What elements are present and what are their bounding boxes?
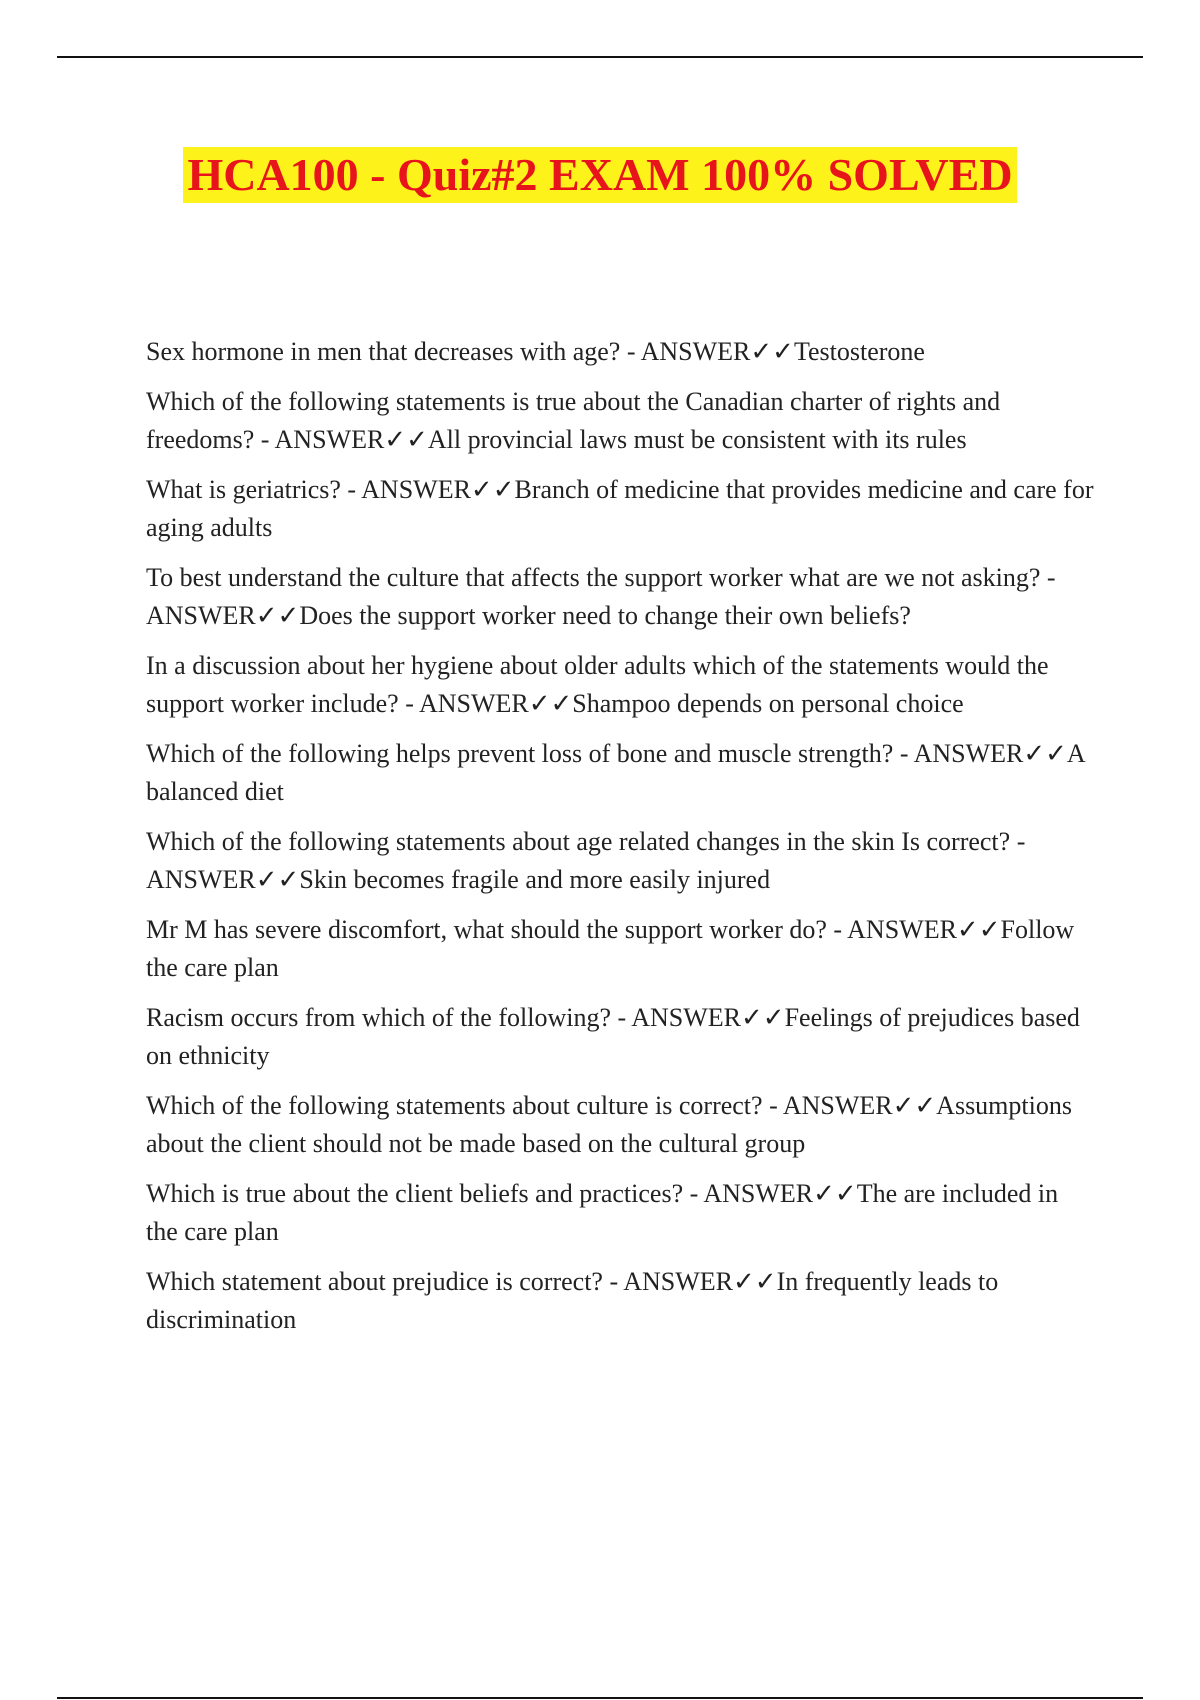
- question-text: What is geriatrics? -: [146, 475, 361, 504]
- qa-item: [146, 383, 1096, 459]
- answer-marker: ANSWER✓✓: [146, 865, 300, 894]
- question-text: Racism occurs from which of the following? -: [146, 1003, 631, 1032]
- qa-item: [146, 559, 1096, 635]
- question-text: Which of the following statements is true about the Canadian charter of rights and freedoms? -: [146, 387, 1000, 454]
- qa-item: [146, 333, 1096, 371]
- answer-text: Feelings of prejudices based on ethnicity: [146, 1003, 1080, 1070]
- answer-text: Follow the care plan: [146, 915, 1075, 982]
- qa-list: [146, 333, 1096, 1351]
- qa-item: [146, 1087, 1096, 1163]
- question-text: Which statement about prejudice is correct? -: [146, 1267, 623, 1296]
- answer-text: Shampoo depends on personal choice: [572, 689, 964, 718]
- qa-item: [146, 911, 1096, 987]
- answer-marker: ANSWER✓✓: [847, 915, 1001, 944]
- question-text: To best understand the culture that affects the support worker what are we not asking? -: [146, 563, 1056, 592]
- answer-text: Does the support worker need to change their own beliefs?: [299, 601, 911, 630]
- answer-text: A balanced diet: [146, 739, 1085, 806]
- answer-text: All provincial laws must be consistent with its rules: [427, 425, 967, 454]
- answer-text: The are included in the care plan: [146, 1179, 1059, 1246]
- question-text: Mr M has severe discomfort, what should the support worker do? -: [146, 915, 847, 944]
- qa-item: [146, 823, 1096, 899]
- question-text: In a discussion about her hygiene about older adults which of the statements would the support worker include? -: [146, 651, 1049, 718]
- qa-item: [146, 471, 1096, 547]
- answer-marker: ANSWER✓✓: [913, 739, 1067, 768]
- answer-text: Testosterone: [793, 337, 925, 366]
- answer-marker: ANSWER✓✓: [361, 475, 515, 504]
- question-text: Which of the following statements about age related changes in the skin Is correct? -: [146, 827, 1025, 856]
- question-text: Which is true about the client beliefs and practices? -: [146, 1179, 703, 1208]
- answer-marker: ANSWER✓✓: [274, 425, 428, 454]
- answer-marker: ANSWER✓✓: [640, 337, 794, 366]
- qa-item: [146, 999, 1096, 1075]
- top-rule: [57, 56, 1143, 58]
- answer-text: Skin becomes fragile and more easily injured: [299, 865, 771, 894]
- answer-text: Branch of medicine that provides medicine and care for aging adults: [146, 475, 1094, 542]
- answer-text: In frequently leads to discrimination: [146, 1267, 999, 1334]
- answer-text: Assumptions about the client should not be made based on the cultural group: [146, 1091, 1072, 1158]
- answer-marker: ANSWER✓✓: [418, 689, 573, 718]
- answer-marker: ANSWER✓✓: [782, 1091, 937, 1120]
- answer-marker: ANSWER✓✓: [631, 1003, 785, 1032]
- answer-marker: ANSWER✓✓: [146, 601, 300, 630]
- answer-marker: ANSWER✓✓: [623, 1267, 777, 1296]
- bottom-rule: [57, 1697, 1143, 1699]
- question-text: Which of the following helps prevent loss of bone and muscle strength? -: [146, 739, 914, 768]
- qa-item: [146, 647, 1096, 723]
- qa-item: [146, 735, 1096, 811]
- question-text: Which of the following statements about culture is correct? -: [146, 1091, 783, 1120]
- document-title: HCA100 - Quiz#2 EXAM 100% SOLVED: [183, 147, 1016, 203]
- qa-item: [146, 1175, 1096, 1251]
- answer-marker: ANSWER✓✓: [703, 1179, 857, 1208]
- qa-item: [146, 1263, 1096, 1339]
- question-text: Sex hormone in men that decreases with age? -: [146, 337, 641, 366]
- title-container: [0, 147, 1200, 203]
